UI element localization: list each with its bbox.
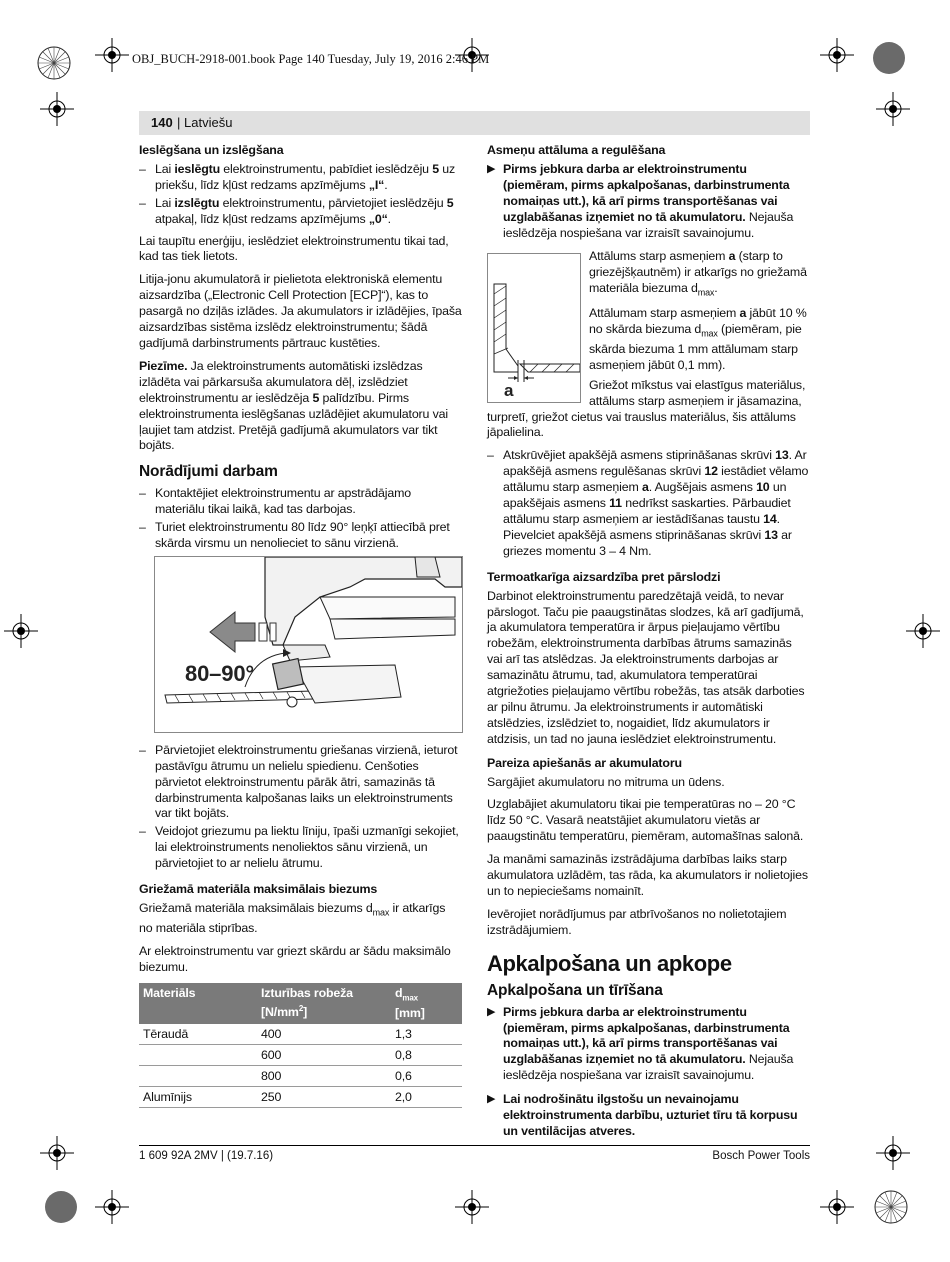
page-header [139,111,810,135]
table-cell-strength: 250 [257,1086,391,1107]
list-item: – Lai ieslēgtu elektroinstrumentu, pabīdiet ieslēdzēju 5 uz priekšu, līdz kļūst redzams apzīmējums „I“. [139,162,462,194]
column-header-strength: Izturības robeža $[N/mm^2]$ [257,983,391,1023]
crosshair-bottom-left-icon [95,1190,129,1224]
crosshair-bottom-right-icon [820,1190,854,1224]
paragraph: Attālums starp asmeņiem a (starp to griezējšķautnēm) ir atkarīgs no griežamā materiāla biezuma $d_{max}$. [589,249,807,298]
right-column [487,143,810,1148]
crosshair-top-right-icon [820,38,854,72]
table-cell-d: 1,3 [391,1024,462,1045]
list-item: – Pārvietojiet elektroinstrumentu griešanas virzienā, ieturot pastāvīgu ātrumu un nelielu spiedienu. Cenšoties pārvietot elektroinstrumentu pārāk ātri, samazinās tā darbinstrumenta kalpošanas laiks un elektroinstruments var tikt bojāts. [139,743,462,823]
column-header-material: Materiāls [139,983,257,1023]
left-column [139,143,462,1108]
section-title-work-instructions: Norādījumi darbam [139,463,278,481]
crosshair-left-middle-icon [4,614,38,648]
table-row [139,1065,462,1086]
paragraph: Ar elektroinstrumentu var griezt skārdu ar šādu maksimālo biezumu. [139,944,451,975]
paragraph: Ievērojiet norādījumus par atbrīvošanos no nolietotajiem izstrādājumiem. [487,906,787,937]
blade-gap-illustration-icon [488,254,580,402]
crosshair-left-lower-icon [40,1136,74,1170]
crosshair-top-left-icon [95,38,129,72]
crosshair-bottom-center-icon [455,1190,489,1224]
table-cell-d: 0,8 [391,1044,462,1065]
list-item: – Turiet elektroinstrumentu 80 līdz 90° leņķī attiecībā pret skārda virsmu un nenolieciet to sānu virzienā. [139,520,462,552]
table-cell-strength: 400 [257,1024,391,1045]
blade-gap-block [487,249,810,448]
color-dot-top-right-icon [872,41,906,75]
language-name: Latviešu [184,115,233,130]
chapter-title-maintenance: Apkalpošana un apkope [487,950,732,976]
list-item: – Veidojot griezumu pa liektu līniju, īpaši uzmanīgi sekojiet, lai elektroinstruments nenoliektos sānu virzienā, un pārvietojiet to ar nelielu ātrumu. [139,824,462,872]
note-paragraph: Piezīme. Ja elektroinstruments automātiski izslēdzas izlādēta vai pārkarsuša akumulatora dēļ, izslēdziet elektroinstrumentu ar ieslēdzēja 5 palīdzību. Pirms elektroinstrumenta ieslēgšanas uzlādējiet akumulatoru vai ļaujiet tam atdzist. Pretējā gadījumā akumulators var tikt bojāts. [139,358,448,453]
print-slug: OBJ_BUCH-2918-001.book Page 140 Tuesday, July 19, 2016 2:46 PM [132,52,490,66]
section-title-cleaning: Apkalpošana un tīrīšana [487,981,663,999]
figure-cutting-angle [154,556,463,733]
crosshair-left-upper-icon [40,92,74,126]
column-header-dmax: $d_{max}$ [mm] [391,983,462,1023]
tool-angle-illustration-icon [155,557,462,732]
paragraph: Lai taupītu enerģiju, ieslēdziet elektroinstrumentu tikai tad, kad tas tiek lietots. [139,233,449,264]
triangle-bullet-icon: ▶ [487,162,496,175]
warning-item: ▶ Pirms jebkura darba ar elektroinstrumentu (piemēram, pirms apkalpošanas, darbinstrumenta nomaiņas utt.), kā arī pirms transportēšanas vai uzglabāšanas izņemiet no tā akumulatoru. Nejauša ieslēdzēja nospiešana var izraisīt savainojumu. [487,161,794,240]
list-item: – Atskrūvējiet apakšējā asmens stiprināšanas skrūvi 13. Ar apakšējā asmens regulēšanas skrūvi 12 iestādiet vēlamo attālumu starp asmeņiem a. Augšējais asmens 10 un apakšējais asmens 11 nedrīkst saskarties. Pārbaudiet attālumu starp asmeņiem ar iestādīšanas taustu 14. Pievelciet apakšējā asmens stiprināšanas skrūvi 13 ar griezes momentu 3 – 4 Nm. [487,448,810,559]
table-row [139,1024,462,1045]
table-header-row [139,983,462,1023]
table-cell-strength: 600 [257,1044,391,1065]
table-cell-material: Tēraudā [139,1024,257,1045]
footer-divider [139,1145,810,1146]
section-title-blade-gap: Asmeņu attāluma a regulēšana [487,143,666,157]
angle-label: 80–90° [185,660,255,686]
paragraph: Sargājiet akumulatoru no mitruma un ūdens. [487,774,725,789]
footer-brand: Bosch Power Tools [712,1150,810,1162]
table-cell-d: 2,0 [391,1086,462,1107]
warning-item: ▶ Pirms jebkura darba ar elektroinstrumentu (piemēram, pirms apkalpošanas, darbinstrumenta nomaiņas utt.), kā arī pirms transportēšanas vai uzglabāšanas izņemiet no tā akumulatoru. Nejauša ieslēdzēja nospiešana var izraisīt savainojumu. [487,1004,794,1083]
table-cell-material [139,1065,257,1086]
paragraph: Ja manāmi samazinās izstrādājuma darbības laiks starp akumulatora uzlādēm, tas rāda, ka akumulators ir nolietojies un to nepieciešams nomainīt. [487,852,808,898]
section-title-thermal-protection: Termoatkarīga aizsardzība pret pārslodzi [487,569,721,584]
table-cell-material [139,1044,257,1065]
material-table [139,983,462,1107]
table-cell-strength: 800 [257,1065,391,1086]
section-title-switching: Ieslēgšana un izslēgšana [139,143,284,157]
list-item: – Lai izslēgtu elektroinstrumentu, pārvietojiet ieslēdzēju 5 atpakaļ, līdz kļūst redzams apzīmējums „0“. [139,196,462,228]
figure-blade-gap [487,253,581,403]
crosshair-right-upper-icon [876,92,910,126]
registration-mark-top-left-icon [29,38,79,88]
section-title-battery-handling: Pareiza apiešanās ar akumulatoru [487,755,682,770]
paragraph: Litija-jonu akumulatorā ir pielietota elektroniskā elementu aizsardzība („Electronic Cell Protection [ECP]“), kas to pasargā no dziļās izlādes. Ja akumulators ir izlādējies, īpaša aizsardzības sistēma izslēdz elektroinstrumentu; šādā gadījumā darbinstruments pārtrauc kustēties. [139,272,462,350]
warning-item: ▶ Lai nodrošinātu ilgstošu un nevainojamu elektroinstrumenta darbību, uzturiet tīru tā korpusu un ventilācijas atveres. [487,1092,798,1138]
crosshair-right-lower-icon [876,1136,910,1170]
paragraph: Griežot mīkstus vai elastīgus materiālus, attālums starp asmeņiem ir jāsamazina, turpretī, griežot cietus vai trauslus materiālus, šis attālums jāpalielina. [487,377,806,440]
section-title-max-thickness: Griežamā materiāla maksimālais biezums [139,882,378,897]
gap-label: a [504,381,514,401]
triangle-bullet-icon: ▶ [487,1005,496,1018]
language-label: | Latviešu [177,115,233,130]
table-cell-d: 0,6 [391,1065,462,1086]
page-number: 140 [151,115,173,130]
table-cell-material: Alumīnijs [139,1086,257,1107]
list-item: – Kontaktējiet elektroinstrumentu ar apstrādājamo materiālu tikai laikā, kad tas darbojas. [139,486,462,518]
paragraph: Uzglabājiet akumulatoru tikai pie temperatūras no – 20 °C līdz 50 °C. Vasarā neatstājiet akumulatoru vietās ar paaugstinātu temperatūru, piemēram, automašīnas salonā. [487,797,804,844]
paragraph: Darbinot elektroinstrumentu paredzētajā veidā, to nevar pārslogot. Taču pie paaugstinātas slodzes, kā arī gadījumā, ja akumulatora temperatūra ir ārpus pieļaujamo vērtību robežām, elektroinstrumenta darbības ātrums samazinās vai arī tas atslēdzas. Ja elektroinstruments darbojas ar samazinātu ātrumu, tad, akumulatora temperatūrai atgriežoties pieļaujamo vērtību robežās, tas atsāk darboties ar pilnu ātrumu. Ja elektroinstruments ir automātiski atslēdzies, izslēdziet to, nogaidiet, līdz akumulators ir atdzisis, un tad no jauna ieslēdziet elektroinstrumentu. [487,588,805,746]
paragraph: Attālumam starp asmeņiem a jābūt 10 % no skārda biezuma $d_{max}$ (piemēram, pie skārda biezuma 1 mm attālumam starp asmeņiem jābūt 0,1 mm). [589,305,807,372]
paragraph: Griežamā materiāla maksimālais biezums $d_{max}$ ir atkarīgs no materiāla stiprības. [139,901,446,936]
footer-doc-number: 1 609 92A 2MV | (19.7.16) [139,1150,274,1162]
table-row [139,1044,462,1065]
color-dot-bottom-left-icon [44,1190,78,1224]
crosshair-right-middle-icon [906,614,940,648]
triangle-bullet-icon: ▶ [487,1093,496,1106]
registration-mark-bottom-right-icon [866,1182,916,1232]
table-row [139,1086,462,1107]
